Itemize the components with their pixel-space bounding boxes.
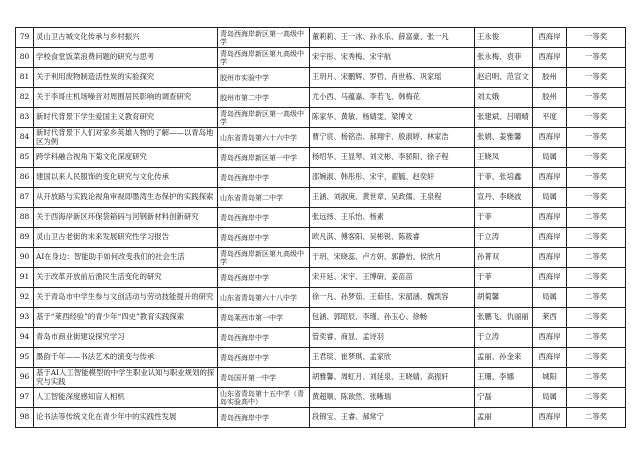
team-members-cell: 宋开延、宋宇、王博研、姜苗苗 (310, 268, 475, 288)
advisor-name-cell: 王永俊 (475, 28, 533, 48)
region-cell: 平度 (533, 108, 567, 128)
project-title-cell: 墨韵千年——书法艺术的演变与传承 (34, 348, 218, 368)
table-row (16, 148, 626, 168)
award-level-cell: 二等奖 (567, 348, 626, 368)
team-members-cell: 尤小西、马蕴嘉、李若飞、韩梅花 (310, 88, 475, 108)
region-cell: 莱西 (533, 308, 567, 328)
row-number-cell: 87 (16, 188, 34, 208)
row-number-cell: 90 (16, 248, 34, 268)
region-cell: 胶州 (533, 68, 567, 88)
region-cell: 西海岸 (533, 48, 567, 68)
team-members-cell: 管奕睿、商显、孟诗羽 (310, 328, 475, 348)
advisor-name-cell: 胡菊馨 (475, 288, 533, 308)
project-title-cell: 关于西海岸新区环保袋箱码与河钢新材料创新研究 (34, 208, 218, 228)
row-number-cell: 98 (16, 408, 34, 428)
team-members-cell: 王玥月、宋鹏辉、罗哲、肖世栋、巩家瑶 (310, 68, 475, 88)
school-name-cell: 青岛西海岸新区第九高级中学 (218, 248, 310, 268)
region-cell: 西海岸 (533, 248, 567, 268)
region-cell: 西海岸 (533, 128, 567, 148)
team-members-cell: 欧凡淇、傅客阳、吴彬锐、陈筱睿 (310, 228, 475, 248)
project-title-cell: 灵山卫古城文化传承与乡村振兴 (34, 28, 218, 48)
award-level-cell: 一等奖 (567, 148, 626, 168)
project-title-cell: 基于“莱西经验”的青少年“四史”教育实践探索 (34, 308, 218, 328)
award-level-cell: 一等奖 (567, 68, 626, 88)
team-members-cell: 于玥、宋晓蕊、卢方妍、郭静怡、侯欣月 (310, 248, 475, 268)
table-row (16, 188, 626, 208)
team-members-cell: 段锦宝、王睿、郝常宁 (310, 408, 475, 428)
school-name-cell: 青岛西海岸新区第一高级中学 (218, 28, 310, 48)
row-number-cell: 86 (16, 168, 34, 188)
award-level-cell: 二等奖 (567, 268, 626, 288)
region-cell: 西海岸 (533, 228, 567, 248)
project-title-cell: 学校食堂饭菜浪费问题的研究与思考 (34, 48, 218, 68)
school-name-cell: 胶州市第二中学 (218, 88, 310, 108)
table-row (16, 408, 626, 428)
advisor-name-cell: 宣丹、李晓波 (475, 188, 533, 208)
table-row (16, 168, 626, 188)
row-number-cell: 79 (16, 28, 34, 48)
row-number-cell: 85 (16, 148, 34, 168)
row-number-cell: 94 (16, 328, 34, 348)
project-title-cell: 关于改革开放前后渔民生活变化的研究 (34, 268, 218, 288)
table-row (16, 308, 626, 328)
award-table-body (16, 28, 626, 428)
table-row (16, 248, 626, 268)
award-level-cell: 一等奖 (567, 28, 626, 48)
award-level-cell: 二等奖 (567, 288, 626, 308)
row-number-cell: 81 (16, 68, 34, 88)
award-level-cell: 二等奖 (567, 368, 626, 388)
award-level-cell: 一等奖 (567, 168, 626, 188)
team-members-cell: 杨绍华、王显琴、刘文彬、李骄阳、徐子程 (310, 148, 475, 168)
advisor-name-cell: 张永梅、袁菲 (475, 48, 533, 68)
advisor-name-cell: 于菲 (475, 208, 533, 228)
table-row (16, 108, 626, 128)
table-row (16, 68, 626, 88)
project-title-cell: 关于李哥庄机场噪音对周围居民影响的调查研究 (34, 88, 218, 108)
advisor-name-cell: 张建斌、吕晴晴 (475, 108, 533, 128)
region-cell: 局属 (533, 188, 567, 208)
table-row (16, 268, 626, 288)
team-members-cell: 包涵、郭昭辰、李瑾、孙玉心、徐畅 (310, 308, 475, 328)
project-title-cell: 论书法等传统文化在青少年中的实践性发展 (34, 408, 218, 428)
team-members-cell: 宋宇彤、宋秀梅、宋宇航 (310, 48, 475, 68)
region-cell: 局属 (533, 148, 567, 168)
award-level-cell: 二等奖 (567, 388, 626, 408)
school-name-cell: 青岛西海岸新区第一中学 (218, 148, 310, 168)
region-cell: 胶州 (533, 88, 567, 108)
region-cell: 西海岸 (533, 168, 567, 188)
award-level-cell: 二等奖 (567, 208, 626, 228)
project-title-cell: 从开放路与实践论视角审视即墨湾生态保护的实践探索 (34, 188, 218, 208)
project-title-cell: 灵山卫古老街的未来发展研究性学习报告 (34, 228, 218, 248)
project-title-cell: 关于利用废物制造活性炭的实验探究 (34, 68, 218, 88)
award-level-cell: 二等奖 (567, 248, 626, 268)
advisor-name-cell: 王晓凤 (475, 148, 533, 168)
row-number-cell: 89 (16, 228, 34, 248)
team-members-cell: 董莉莉、王一冰、孙永乐、薛富豪、张一凡 (310, 28, 475, 48)
award-level-cell: 二等奖 (567, 408, 626, 428)
table-row (16, 88, 626, 108)
award-level-cell: 二等奖 (567, 328, 626, 348)
region-cell: 西海岸 (533, 328, 567, 348)
advisor-name-cell: 孟丽 (475, 408, 533, 428)
school-name-cell: 山东省青岛第六十六中学 (218, 128, 310, 148)
advisor-name-cell: 王珊、李娜 (475, 368, 533, 388)
table-row (16, 48, 626, 68)
row-number-cell: 82 (16, 88, 34, 108)
school-name-cell: 山东省青岛第二中学 (218, 188, 310, 208)
row-number-cell: 92 (16, 288, 34, 308)
table-row (16, 348, 626, 368)
table-row (16, 208, 626, 228)
advisor-name-cell: 张娟、姜雅馨 (475, 128, 533, 148)
row-number-cell: 91 (16, 268, 34, 288)
project-title-cell: 新时代背景下学生爱国主义教育研究 (34, 108, 218, 128)
row-number-cell: 83 (16, 108, 34, 128)
region-cell: 城阳 (533, 368, 567, 388)
region-cell: 西海岸 (533, 348, 567, 368)
team-members-cell: 陈家华、黄敏、杨婧雯、梁博文 (310, 108, 475, 128)
advisor-name-cell: 宁磊 (475, 388, 533, 408)
row-number-cell: 93 (16, 308, 34, 328)
row-number-cell: 88 (16, 208, 34, 228)
advisor-name-cell: 于菲、张培鑫 (475, 168, 533, 188)
award-level-cell: 一等奖 (567, 48, 626, 68)
advisor-name-cell: 孙菁双 (475, 248, 533, 268)
advisor-name-cell: 孟丽、孙金来 (475, 348, 533, 368)
school-name-cell: 山东省青岛第六十八中学 (218, 288, 310, 308)
project-title-cell: 青岛市商业街建设探究学习 (34, 328, 218, 348)
team-members-cell: 曹宁宸、杨铭浩、郝翔宇、殷淑婷、林家浩 (310, 128, 475, 148)
project-title-cell: AI在身边：智能助手如何改变我们的社会生活 (34, 248, 218, 268)
advisor-name-cell: 刘太娥 (475, 88, 533, 108)
school-name-cell: 青岛莱西市第一中学 (218, 308, 310, 328)
award-level-cell: 二等奖 (567, 228, 626, 248)
school-name-cell: 青岛西海岸中学 (218, 228, 310, 248)
region-cell: 西海岸 (533, 208, 567, 228)
project-title-cell: 基于AI人工智能模型的中学生职业认知与职业规划的探究与实践 (34, 368, 218, 388)
project-title-cell: 建国以来人民服饰的变化研究与文化传承 (34, 168, 218, 188)
award-level-cell: 一等奖 (567, 108, 626, 128)
award-table (15, 27, 626, 428)
project-title-cell: 人工智能深度感知盲人相机 (34, 388, 218, 408)
award-level-cell: 一等奖 (567, 128, 626, 148)
advisor-name-cell: 赵启明、范宣文 (475, 68, 533, 88)
region-cell: 局属 (533, 388, 567, 408)
table-row (16, 228, 626, 248)
school-name-cell: 山东省青岛第十五中学（青岛实验高中） (218, 388, 310, 408)
team-members-cell: 胡雅馨、周虹月、刘延泉、王晓婧、高振轩 (310, 368, 475, 388)
row-number-cell: 84 (16, 128, 34, 148)
table-row (16, 388, 626, 408)
award-level-cell: 二等奖 (567, 308, 626, 328)
region-cell: 西海岸 (533, 268, 567, 288)
advisor-name-cell: 于立涛 (475, 328, 533, 348)
school-name-cell: 青岛国开第一中学 (218, 368, 310, 388)
table-row (16, 128, 626, 148)
team-members-cell: 张远扬、王乐怡、杨素 (310, 208, 475, 228)
school-name-cell: 青岛西海岸新区第九高级中学 (218, 48, 310, 68)
table-row (16, 288, 626, 308)
school-name-cell: 青岛西海岸中学 (218, 348, 310, 368)
region-cell: 西海岸 (533, 28, 567, 48)
school-name-cell: 青岛西海岸新区第一高级中学 (218, 108, 310, 128)
team-members-cell: 徐一凡、孙梦茹、王茹佳、宋韶涵、魏凯容 (310, 288, 475, 308)
school-name-cell: 青岛西海岸中学 (218, 268, 310, 288)
advisor-name-cell: 于立涛 (475, 228, 533, 248)
table-row (16, 328, 626, 348)
project-title-cell: 新时代背景下人们对家乡英雄人物的了解——以青岛地区为例 (34, 128, 218, 148)
award-level-cell: 一等奖 (567, 188, 626, 208)
advisor-name-cell: 于菲 (475, 268, 533, 288)
row-number-cell: 96 (16, 368, 34, 388)
project-title-cell: 关于青岛市中学生参与文创活动与劳动技能提升的研究 (34, 288, 218, 308)
school-name-cell: 青岛西海岸中学 (218, 168, 310, 188)
advisor-name-cell: 张鹏飞、仇丽丽 (475, 308, 533, 328)
school-name-cell: 胶州市实验中学 (218, 68, 310, 88)
team-members-cell: 王君琰、崔梦琪、孟家欣 (310, 348, 475, 368)
team-members-cell: 黄超顺、陈欲然、张晰瑞 (310, 388, 475, 408)
school-name-cell: 青岛西海岸中学 (218, 408, 310, 428)
project-title-cell: 跨学科融合视角下菊文化深度研究 (34, 148, 218, 168)
school-name-cell: 青岛西海岸中学 (218, 208, 310, 228)
region-cell: 局属 (533, 288, 567, 308)
team-members-cell: 邵婉淑、韩彤彤、宋宇、翟毓、赵奕轩 (310, 168, 475, 188)
table-row (16, 28, 626, 48)
school-name-cell: 青岛西海岸中学 (218, 328, 310, 348)
table-row (16, 368, 626, 388)
region-cell: 西海岸 (533, 408, 567, 428)
award-level-cell: 一等奖 (567, 88, 626, 108)
row-number-cell: 80 (16, 48, 34, 68)
team-members-cell: 王涵、刘淑庚、黄世章、吴政儒、王泉程 (310, 188, 475, 208)
row-number-cell: 95 (16, 348, 34, 368)
row-number-cell: 97 (16, 388, 34, 408)
